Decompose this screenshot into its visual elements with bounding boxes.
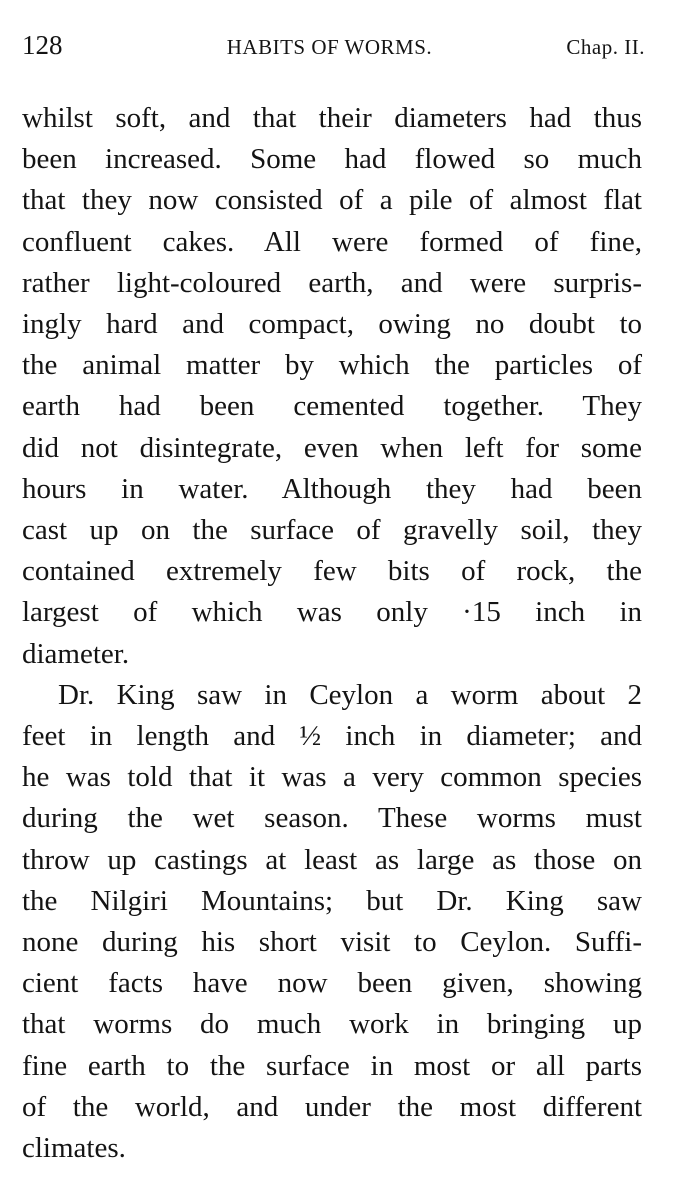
text-line: cast up on the surface of gravelly soil, they bbox=[22, 514, 642, 547]
text-line: ingly hard and compact, owing no doubt to bbox=[22, 308, 642, 341]
text-line: fine earth to the surface in most or all parts bbox=[22, 1049, 642, 1082]
chapter-label: Chap. II. bbox=[566, 35, 645, 59]
text-line: during the wet season. These worms must bbox=[22, 802, 642, 835]
text-line: throw up castings at least as large as those on bbox=[22, 843, 642, 876]
text-line: that they now consisted of a pile of almost flat bbox=[22, 184, 642, 217]
paragraph-2 bbox=[22, 675, 642, 1169]
text-line: largest of which was only ·15 inch in bbox=[22, 596, 642, 629]
text-line: whilst soft, and that their diameters had thus bbox=[22, 102, 642, 134]
text-line: cient facts have now been given, showing bbox=[22, 967, 642, 1000]
text-line: hours in water. Although they had been bbox=[22, 472, 642, 505]
text-line: earth had been cemented together. They bbox=[22, 390, 642, 423]
running-title: HABITS OF WORMS. bbox=[226, 35, 433, 59]
running-header bbox=[22, 30, 645, 70]
text-line: feet in length and ½ inch in diameter; and bbox=[22, 720, 642, 753]
text-line: the animal matter by which the particles of bbox=[22, 349, 642, 382]
text-line: climates. bbox=[22, 1132, 126, 1165]
text-line: confluent cakes. All were formed of fine, bbox=[22, 225, 642, 258]
text-line: none during his short visit to Ceylon. Suffi- bbox=[22, 926, 642, 959]
text-line: the Nilgiri Mountains; but Dr. King saw bbox=[22, 884, 642, 917]
body-text bbox=[22, 98, 642, 1169]
text-line: rather light-coloured earth, and were surpris- bbox=[22, 266, 642, 299]
text-line: that worms do much work in bringing up bbox=[22, 1008, 642, 1041]
text-line: did not disintegrate, even when left for some bbox=[22, 431, 642, 464]
page-number: 128 bbox=[22, 30, 63, 60]
paragraph-1 bbox=[22, 98, 642, 675]
text-line: he was told that it was a very common species bbox=[22, 761, 642, 794]
text-line: contained extremely few bits of rock, the bbox=[22, 555, 642, 588]
text-line: diameter. bbox=[22, 637, 130, 670]
text-line: Dr. King saw in Ceylon a worm about 2 bbox=[58, 678, 642, 711]
text-line: of the world, and under the most different bbox=[22, 1090, 642, 1123]
text-line: been increased. Some had flowed so much bbox=[22, 143, 642, 176]
